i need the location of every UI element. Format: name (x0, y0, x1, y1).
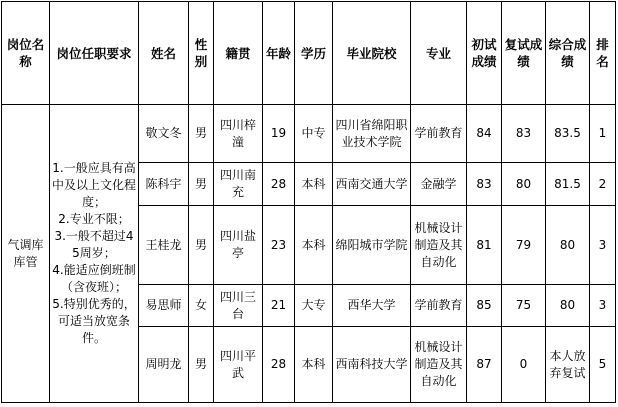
table-row (2, 105, 616, 163)
cell-name: 敬文冬 (139, 105, 189, 163)
cell-school: 西华大学 (333, 285, 411, 327)
cell-name: 陈科宇 (139, 163, 189, 206)
cell-gender: 女 (189, 285, 214, 327)
cell-age: 23 (263, 206, 295, 285)
position-cell: 气调库库管 (2, 105, 50, 403)
cell-education: 本科 (295, 206, 333, 285)
cell-native: 四川三台 (214, 285, 263, 327)
cell-retest-score: 83 (502, 105, 546, 163)
cell-retest-score: 0 (502, 327, 546, 403)
header-name: 姓名 (139, 2, 189, 105)
cell-gender: 男 (189, 327, 214, 403)
cell-written-score: 85 (467, 285, 502, 327)
cell-gender: 男 (189, 105, 214, 163)
cell-major: 学前教育 (411, 285, 467, 327)
cell-written-score: 81 (467, 206, 502, 285)
cell-total-score: 81.5 (546, 163, 590, 206)
requirement-item: 1.一般应具有高中及以上文化程度； (51, 161, 136, 209)
header-education: 学历 (295, 2, 333, 105)
requirement-item: 2.专业不限； (58, 212, 130, 226)
cell-major: 金融学 (411, 163, 467, 206)
header-requirements: 岗位任职要求 (50, 2, 139, 105)
cell-name: 易思师 (139, 285, 189, 327)
requirements-cell (50, 105, 139, 403)
header-major: 专业 (411, 2, 467, 105)
header-retest-score: 复试成绩 (502, 2, 546, 105)
cell-native: 四川平武 (214, 327, 263, 403)
cell-school: 四川省绵阳职业技术学院 (333, 105, 411, 163)
requirement-item: 5.特别优秀的，可适当放宽条件。 (52, 297, 136, 345)
header-written-score: 初试成绩 (467, 2, 502, 105)
cell-written-score: 84 (467, 105, 502, 163)
cell-native: 四川梓潼 (214, 105, 263, 163)
header-native: 籍贯 (214, 2, 263, 105)
header-rank: 排名 (590, 2, 616, 105)
cell-major: 机械设计制造及其自动化 (411, 327, 467, 403)
cell-rank: 2 (590, 163, 616, 206)
cell-rank: 3 (590, 285, 616, 327)
requirement-item: 3.一般不超过45周岁； (54, 229, 134, 260)
header-school: 毕业院校 (333, 2, 411, 105)
cell-total-score: 83.5 (546, 105, 590, 163)
cell-gender: 男 (189, 206, 214, 285)
header-age: 年龄 (263, 2, 295, 105)
header-position: 岗位名称 (2, 2, 50, 105)
cell-rank: 5 (590, 327, 616, 403)
cell-name: 周明龙 (139, 327, 189, 403)
cell-education: 大专 (295, 285, 333, 327)
cell-education: 本科 (295, 327, 333, 403)
cell-age: 28 (263, 327, 295, 403)
cell-native: 四川南充 (214, 163, 263, 206)
header-gender: 性别 (189, 2, 214, 105)
cell-age: 19 (263, 105, 295, 163)
header-row (2, 2, 616, 105)
cell-education: 本科 (295, 163, 333, 206)
cell-native: 四川盐亭 (214, 206, 263, 285)
cell-age: 21 (263, 285, 295, 327)
cell-rank: 1 (590, 105, 616, 163)
cell-total-score: 80 (546, 285, 590, 327)
recruitment-results-table (1, 1, 616, 403)
requirement-item: 4.能适应倒班制（含夜班）； (52, 263, 136, 294)
cell-school: 绵阳城市学院 (333, 206, 411, 285)
cell-school: 西南交通大学 (333, 163, 411, 206)
cell-school: 西南科技大学 (333, 327, 411, 403)
cell-major: 机械设计制造及其自动化 (411, 206, 467, 285)
cell-retest-score: 79 (502, 206, 546, 285)
cell-major: 学前教育 (411, 105, 467, 163)
header-total-score: 综合成绩 (546, 2, 590, 105)
cell-age: 28 (263, 163, 295, 206)
cell-gender: 男 (189, 163, 214, 206)
cell-rank: 3 (590, 206, 616, 285)
cell-written-score: 87 (467, 327, 502, 403)
cell-written-score: 83 (467, 163, 502, 206)
cell-retest-score: 75 (502, 285, 546, 327)
cell-retest-score: 80 (502, 163, 546, 206)
cell-total-score: 本人放弃复试 (546, 327, 590, 403)
cell-total-score: 80 (546, 206, 590, 285)
cell-education: 中专 (295, 105, 333, 163)
cell-name: 王桂龙 (139, 206, 189, 285)
